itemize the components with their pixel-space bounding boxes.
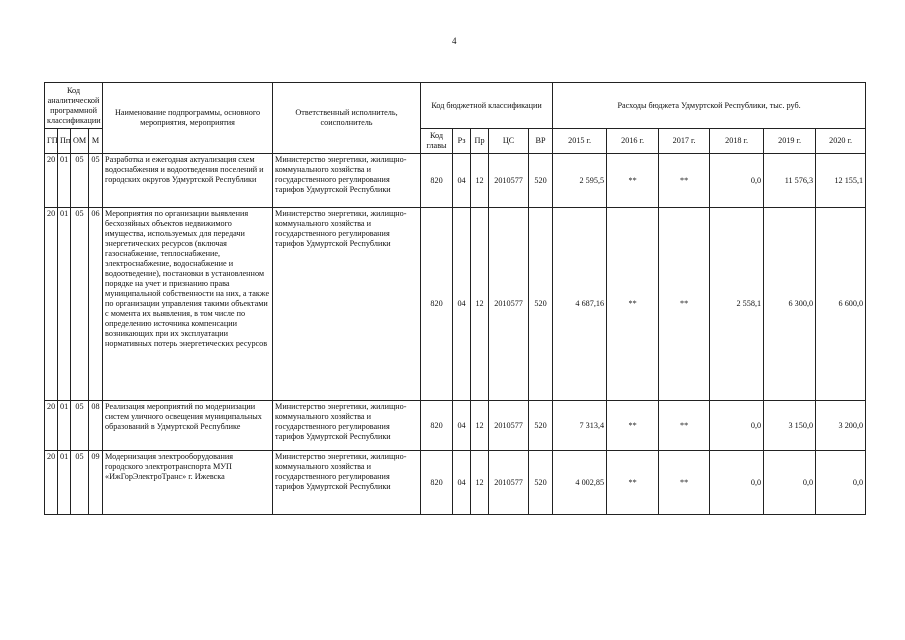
cell-2020: 3 200,0 — [816, 401, 866, 451]
cell-glava: 820 — [421, 451, 453, 515]
cell-2016: ** — [607, 208, 659, 401]
cell-2016: ** — [607, 451, 659, 515]
cell-name: Реализация мероприятий по модернизации систем уличного освещения муниципальных образований в Удмуртской Республике — [103, 401, 273, 451]
cell-om: 05 — [71, 451, 89, 515]
cell-2019: 11 576,3 — [764, 154, 816, 208]
cell-cs: 2010577 — [489, 451, 529, 515]
cell-rz: 04 — [453, 154, 471, 208]
col-2018: 2018 г. — [710, 129, 764, 154]
cell-om: 05 — [71, 208, 89, 401]
col-glava: Код главы — [421, 129, 453, 154]
col-gp: ГП — [45, 129, 58, 154]
cell-om: 05 — [71, 154, 89, 208]
cell-2017: ** — [659, 154, 710, 208]
col-2016: 2016 г. — [607, 129, 659, 154]
table-row — [45, 451, 866, 515]
cell-name: Разработка и ежегодная актуализация схем водоснабжения и водоотведения поселений и городских округов Удмуртской Республики — [103, 154, 273, 208]
table-row — [45, 154, 866, 208]
cell-rz: 04 — [453, 208, 471, 401]
cell-gp: 20 — [45, 208, 58, 401]
cell-gp: 20 — [45, 401, 58, 451]
cell-vr: 520 — [529, 154, 553, 208]
cell-2019: 0,0 — [764, 451, 816, 515]
cell-2020: 0,0 — [816, 451, 866, 515]
page-number: 4 — [452, 36, 457, 46]
cell-pp: 01 — [58, 208, 71, 401]
cell-2018: 2 558,1 — [710, 208, 764, 401]
col-pr: Пр — [471, 129, 489, 154]
cell-pp: 01 — [58, 451, 71, 515]
cell-2016: ** — [607, 401, 659, 451]
col-2020: 2020 г. — [816, 129, 866, 154]
cell-2015: 2 595,5 — [553, 154, 607, 208]
cell-pr: 12 — [471, 154, 489, 208]
cell-2016: ** — [607, 154, 659, 208]
cell-m: 06 — [89, 208, 103, 401]
cell-2017: ** — [659, 208, 710, 401]
cell-vr: 520 — [529, 208, 553, 401]
cell-executor: Министерство энергетики, жилищно-коммунального хозяйства и государственного регулирования тарифов Удмуртской Республики — [273, 208, 421, 401]
col-2019: 2019 г. — [764, 129, 816, 154]
col-m: М — [89, 129, 103, 154]
budget-table — [44, 82, 866, 515]
cell-2015: 4 687,16 — [553, 208, 607, 401]
cell-glava: 820 — [421, 154, 453, 208]
col-pp: Пп — [58, 129, 71, 154]
cell-2018: 0,0 — [710, 154, 764, 208]
cell-pp: 01 — [58, 154, 71, 208]
table-row — [45, 401, 866, 451]
header-row-1 — [45, 83, 866, 129]
cell-2017: ** — [659, 451, 710, 515]
budget-code-header: Код бюджетной классификации — [421, 83, 553, 129]
cell-gp: 20 — [45, 154, 58, 208]
cell-2019: 3 150,0 — [764, 401, 816, 451]
cell-name: Мероприятия по организации выявления бесхозяйных объектов недвижимого имущества, используемых для передачи энергетических ресурсов (включая газоснабжение, теплоснабжение, электроснабжение, водоснабжение и водоотведение), постановки в установленном порядке на учет и признанию права муниципальной собственности на них, а также по организации управления такими объектами с момента их выявления, в том числе по определению источника компенсации возникающих при их эксплуатации нормативных потерь энергетических ресурсов — [103, 208, 273, 401]
cell-cs: 2010577 — [489, 401, 529, 451]
cell-2020: 6 600,0 — [816, 208, 866, 401]
col-vr: ВР — [529, 129, 553, 154]
cell-vr: 520 — [529, 401, 553, 451]
cell-vr: 520 — [529, 451, 553, 515]
cell-executor: Министерство энергетики, жилищно-коммунального хозяйства и государственного регулирования тарифов Удмуртской Республики — [273, 451, 421, 515]
cell-2017: ** — [659, 401, 710, 451]
cell-pr: 12 — [471, 208, 489, 401]
cell-glava: 820 — [421, 208, 453, 401]
cell-pr: 12 — [471, 451, 489, 515]
cell-gp: 20 — [45, 451, 58, 515]
cell-m: 08 — [89, 401, 103, 451]
col-cs: ЦС — [489, 129, 529, 154]
cell-cs: 2010577 — [489, 208, 529, 401]
cell-rz: 04 — [453, 451, 471, 515]
table-row — [45, 208, 866, 401]
cell-cs: 2010577 — [489, 154, 529, 208]
cell-2015: 7 313,4 — [553, 401, 607, 451]
col-om: ОМ — [71, 129, 89, 154]
col-rz: Рз — [453, 129, 471, 154]
cell-2018: 0,0 — [710, 401, 764, 451]
cell-2018: 0,0 — [710, 451, 764, 515]
expenses-header: Расходы бюджета Удмуртской Республики, тыс. руб. — [553, 83, 866, 129]
cell-glava: 820 — [421, 401, 453, 451]
executor-header: Ответственный исполнитель, соисполнитель — [273, 83, 421, 154]
cell-executor: Министерство энергетики, жилищно-коммунального хозяйства и государственного регулирования тарифов Удмуртской Республики — [273, 401, 421, 451]
cell-om: 05 — [71, 401, 89, 451]
cell-2020: 12 155,1 — [816, 154, 866, 208]
cell-rz: 04 — [453, 401, 471, 451]
cell-pr: 12 — [471, 401, 489, 451]
cell-2015: 4 002,85 — [553, 451, 607, 515]
analytic-code-header: Код аналитической программной классификации — [45, 83, 103, 129]
col-2017: 2017 г. — [659, 129, 710, 154]
name-header: Наименование подпрограммы, основного мероприятия, мероприятия — [103, 83, 273, 154]
cell-name: Модернизация электрооборудования городского электротранспорта МУП «ИжГорЭлектроТранс» г. Ижевска — [103, 451, 273, 515]
cell-executor: Министерство энергетики, жилищно-коммунального хозяйства и государственного регулирования тарифов Удмуртской Республики — [273, 154, 421, 208]
col-2015: 2015 г. — [553, 129, 607, 154]
cell-2019: 6 300,0 — [764, 208, 816, 401]
cell-m: 09 — [89, 451, 103, 515]
cell-m: 05 — [89, 154, 103, 208]
cell-pp: 01 — [58, 401, 71, 451]
